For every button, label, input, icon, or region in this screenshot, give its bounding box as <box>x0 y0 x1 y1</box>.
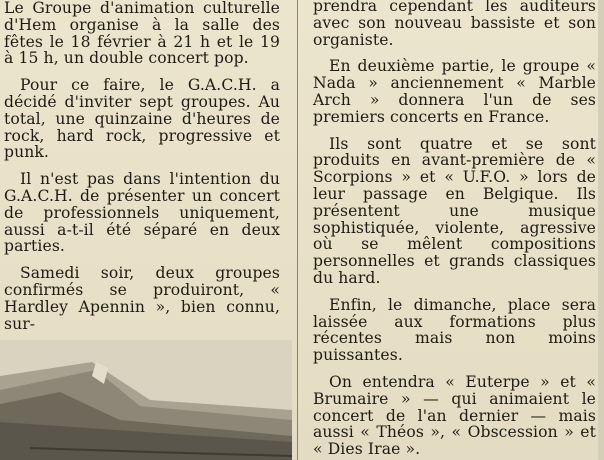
column-divider <box>297 0 298 460</box>
paragraph-lineup: On entendra « Euterpe » et « Brumaire » — qui animaient le concert de l'an dernier — mais aussi « Théos », « Obscession » et « Dies Irae ». <box>313 372 596 459</box>
paragraph-intro: Le Groupe d'animation culturelle d'Hem organise à la salle des fêtes le 18 février à 21 h et le 19 à 15 h, un double concert pop. <box>4 0 280 68</box>
paragraph-intention: Il n'est pas dans l'intention du G.A.C.H. de présenter un concert de professionnels uniquement, aussi a-t-il été séparé en deux parties. <box>4 170 280 256</box>
paragraph-four-members: Ils sont quatre et se sont produits en avant-première de « Scorpions » et « U.F.O. » lors de leur passage en Belgique. Ils présentent une musique sophistiquée, violente, agressive où se mêlent compositions personnelles et grands classiques du hard. <box>313 134 596 287</box>
clipping-edge <box>598 0 604 460</box>
paragraph-nada: En deuxième partie, le groupe « Nada » anciennement « Marble Arch » donnera l'un de ses premiers concerts en France. <box>313 57 596 126</box>
photo-fragment <box>0 340 292 460</box>
paragraph-sunday: Enfin, le dimanche, place sera laissée aux formations plus récentes mais non moins puissantes. <box>313 295 596 365</box>
paragraph-groups: Pour ce faire, le G.A.C.H. a décidé d'inviter sept groupes. Au total, une quinzaine d'heures de rock, hard rock, progressive et punk. <box>4 76 280 162</box>
paragraph-continuation: prendra cependant les auditeurs avec son nouveau bassiste et son organiste. <box>313 0 596 49</box>
article-right-column <box>313 0 596 458</box>
photo-graphic <box>0 340 292 460</box>
paragraph-saturday: Samedi soir, deux groupes confirmés se produiront, « Hardley Apennin », bien connu, sur- <box>4 264 280 333</box>
article-left-column <box>4 0 280 332</box>
